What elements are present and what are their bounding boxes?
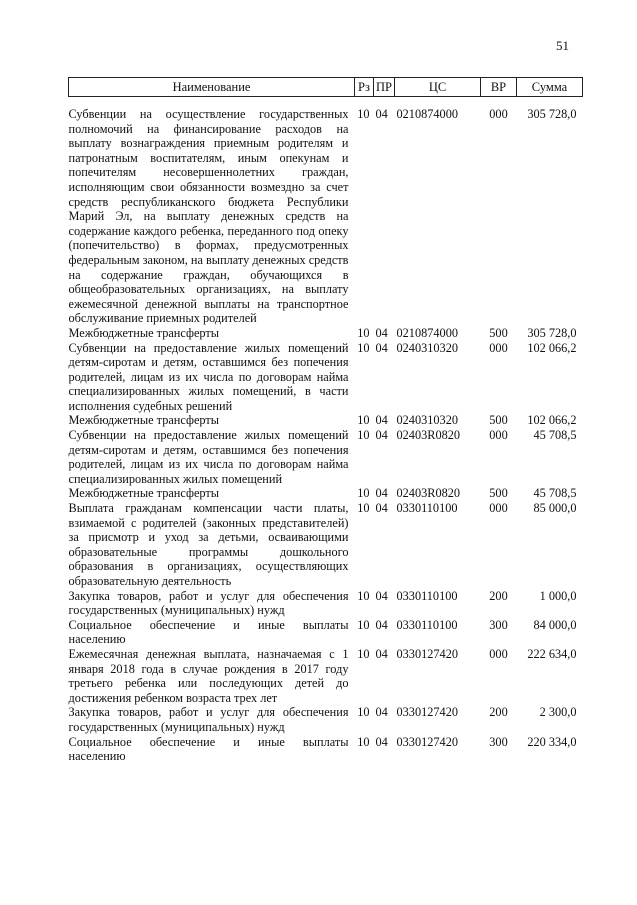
- cell-cs: 0240310320: [396, 340, 458, 355]
- cell-pr: 04: [375, 705, 388, 720]
- table-row: [69, 486, 583, 501]
- cell-sum: 1 000,0: [539, 588, 577, 603]
- table-header-row: [69, 78, 583, 97]
- cell-rz: 10: [357, 107, 370, 121]
- column-header-rz: Рз: [355, 78, 374, 97]
- cell-rz: 10: [357, 646, 370, 661]
- cell-rz: 10: [357, 705, 370, 720]
- cell-sum: 102 066,2: [527, 340, 577, 355]
- cell-vr: 200: [489, 705, 508, 720]
- table-row: [69, 589, 583, 618]
- cell-pr: 04: [375, 413, 388, 428]
- column-header-name: Наименование: [69, 78, 355, 97]
- table-row: [69, 705, 583, 734]
- cell-rz: 10: [357, 428, 370, 443]
- table-row: [69, 341, 583, 414]
- cell-sum: 2 300,0: [539, 705, 577, 720]
- cell-name: Социальное обеспечение и иные выплаты населению: [68, 734, 349, 764]
- cell-vr: 500: [489, 413, 508, 428]
- cell-pr: 04: [375, 734, 388, 749]
- cell-pr: 04: [375, 428, 388, 443]
- cell-pr: 04: [375, 340, 388, 355]
- cell-rz: 10: [357, 617, 370, 632]
- column-header-pr: ПР: [374, 78, 395, 97]
- cell-sum: 305 728,0: [527, 325, 577, 340]
- cell-sum: 45 708,5: [533, 428, 577, 443]
- cell-name: Субвенции на осуществление государственных полномочий на финансирование расходов на выплату вознаграждения приемным родителям и патронатным воспитателям, иным опекунам и попечителям несовершеннолетних граждан, исполняющим свои обязанности возмездно за счет средств республиканского бюджета Республики Марий Эл, на выплату денежных средств на содержание каждого ребенка, переданного под опеку (попечительство) в формах, предусмотренных федеральным законом, на выплату денежных средств на содержание граждан, обучающихся в общеобразовательных организациях, на выплату ежемесячной денежной выплаты на транспортное обслуживание приемных родителей: [68, 107, 349, 326]
- cell-sum: 222 634,0: [527, 646, 577, 661]
- cell-name: Выплата гражданам компенсации части платы, взимаемой с родителей (законных представителей) за присмотр и уход за детьми, осваивающими образовательные программы дошкольного образования в организациях, осуществляющих образовательную деятельность: [68, 501, 349, 588]
- table-row: [69, 97, 583, 326]
- cell-vr: 300: [489, 617, 508, 632]
- table-row: [69, 428, 583, 486]
- cell-pr: 04: [375, 325, 388, 340]
- cell-sum: 84 000,0: [533, 617, 577, 632]
- cell-rz: 10: [357, 325, 370, 340]
- page-number: 51: [556, 38, 569, 53]
- table-row: [69, 501, 583, 589]
- table-row: [69, 647, 583, 705]
- cell-vr: 500: [489, 486, 508, 501]
- cell-cs: 0330127420: [396, 734, 458, 749]
- cell-vr: 000: [489, 428, 508, 443]
- cell-rz: 10: [357, 588, 370, 603]
- cell-cs: 0210874000: [396, 107, 458, 121]
- cell-vr: 300: [489, 734, 508, 749]
- cell-pr: 04: [375, 588, 388, 603]
- cell-sum: 85 000,0: [533, 501, 577, 516]
- table-row: [69, 413, 583, 428]
- cell-cs: 0240310320: [396, 413, 458, 428]
- cell-rz: 10: [357, 413, 370, 428]
- cell-vr: 000: [489, 107, 508, 121]
- cell-name: Субвенции на предоставление жилых помещений детям-сиротам и детям, оставшимся без попечения родителей, лицам из их числа по договорам найма специализированных жилых помещений: [68, 428, 349, 486]
- cell-rz: 10: [357, 734, 370, 749]
- cell-sum: 102 066,2: [527, 413, 577, 428]
- cell-vr: 200: [489, 588, 508, 603]
- cell-name: Межбюджетные трансферты: [68, 413, 220, 428]
- cell-cs: 0210874000: [396, 325, 458, 340]
- cell-cs: 0330127420: [396, 705, 458, 720]
- cell-vr: 000: [489, 501, 508, 516]
- cell-sum: 305 728,0: [527, 107, 577, 121]
- budget-table: [68, 77, 583, 764]
- cell-cs: 0330110100: [396, 617, 458, 632]
- cell-pr: 04: [375, 646, 388, 661]
- cell-pr: 04: [375, 107, 388, 121]
- cell-rz: 10: [357, 501, 370, 516]
- table-row: [69, 735, 583, 764]
- table-row: [69, 618, 583, 647]
- cell-cs: 02403R0820: [396, 428, 461, 443]
- table-row: [69, 326, 583, 341]
- cell-name: Социальное обеспечение и иные выплаты населению: [68, 617, 349, 647]
- cell-rz: 10: [357, 486, 370, 501]
- cell-vr: 000: [489, 646, 508, 661]
- cell-name: Закупка товаров, работ и услуг для обеспечения государственных (муниципальных) нужд: [68, 705, 349, 734]
- cell-cs: 0330110100: [396, 501, 458, 516]
- cell-name: Межбюджетные трансферты: [68, 486, 220, 501]
- cell-cs: 0330127420: [396, 646, 458, 661]
- cell-cs: 02403R0820: [396, 486, 461, 501]
- cell-vr: 000: [489, 340, 508, 355]
- cell-pr: 04: [375, 486, 388, 501]
- cell-name: Закупка товаров, работ и услуг для обеспечения государственных (муниципальных) нужд: [68, 588, 349, 618]
- cell-vr: 500: [489, 325, 508, 340]
- cell-rz: 10: [357, 340, 370, 355]
- cell-name: Межбюджетные трансферты: [68, 325, 220, 340]
- cell-pr: 04: [375, 617, 388, 632]
- cell-sum: 45 708,5: [533, 486, 577, 501]
- column-header-vr: ВР: [481, 78, 517, 97]
- column-header-cs: ЦС: [395, 78, 481, 97]
- cell-name: Субвенции на предоставление жилых помещений детям-сиротам и детям, оставшимся без попечения родителей, лицам из их числа по договорам найма специализированных жилых помещений, в части исполнения судебных решений: [68, 340, 349, 413]
- cell-sum: 220 334,0: [527, 734, 577, 749]
- cell-name: Ежемесячная денежная выплата, назначаемая с 1 января 2018 года в случае рождения в 2017 году третьего ребенка или последующих детей до достижения ребенком возраста трех лет: [68, 646, 349, 705]
- cell-cs: 0330110100: [396, 588, 458, 603]
- column-header-sum: Сумма: [517, 78, 583, 97]
- table-body: [69, 97, 583, 764]
- cell-pr: 04: [375, 501, 388, 516]
